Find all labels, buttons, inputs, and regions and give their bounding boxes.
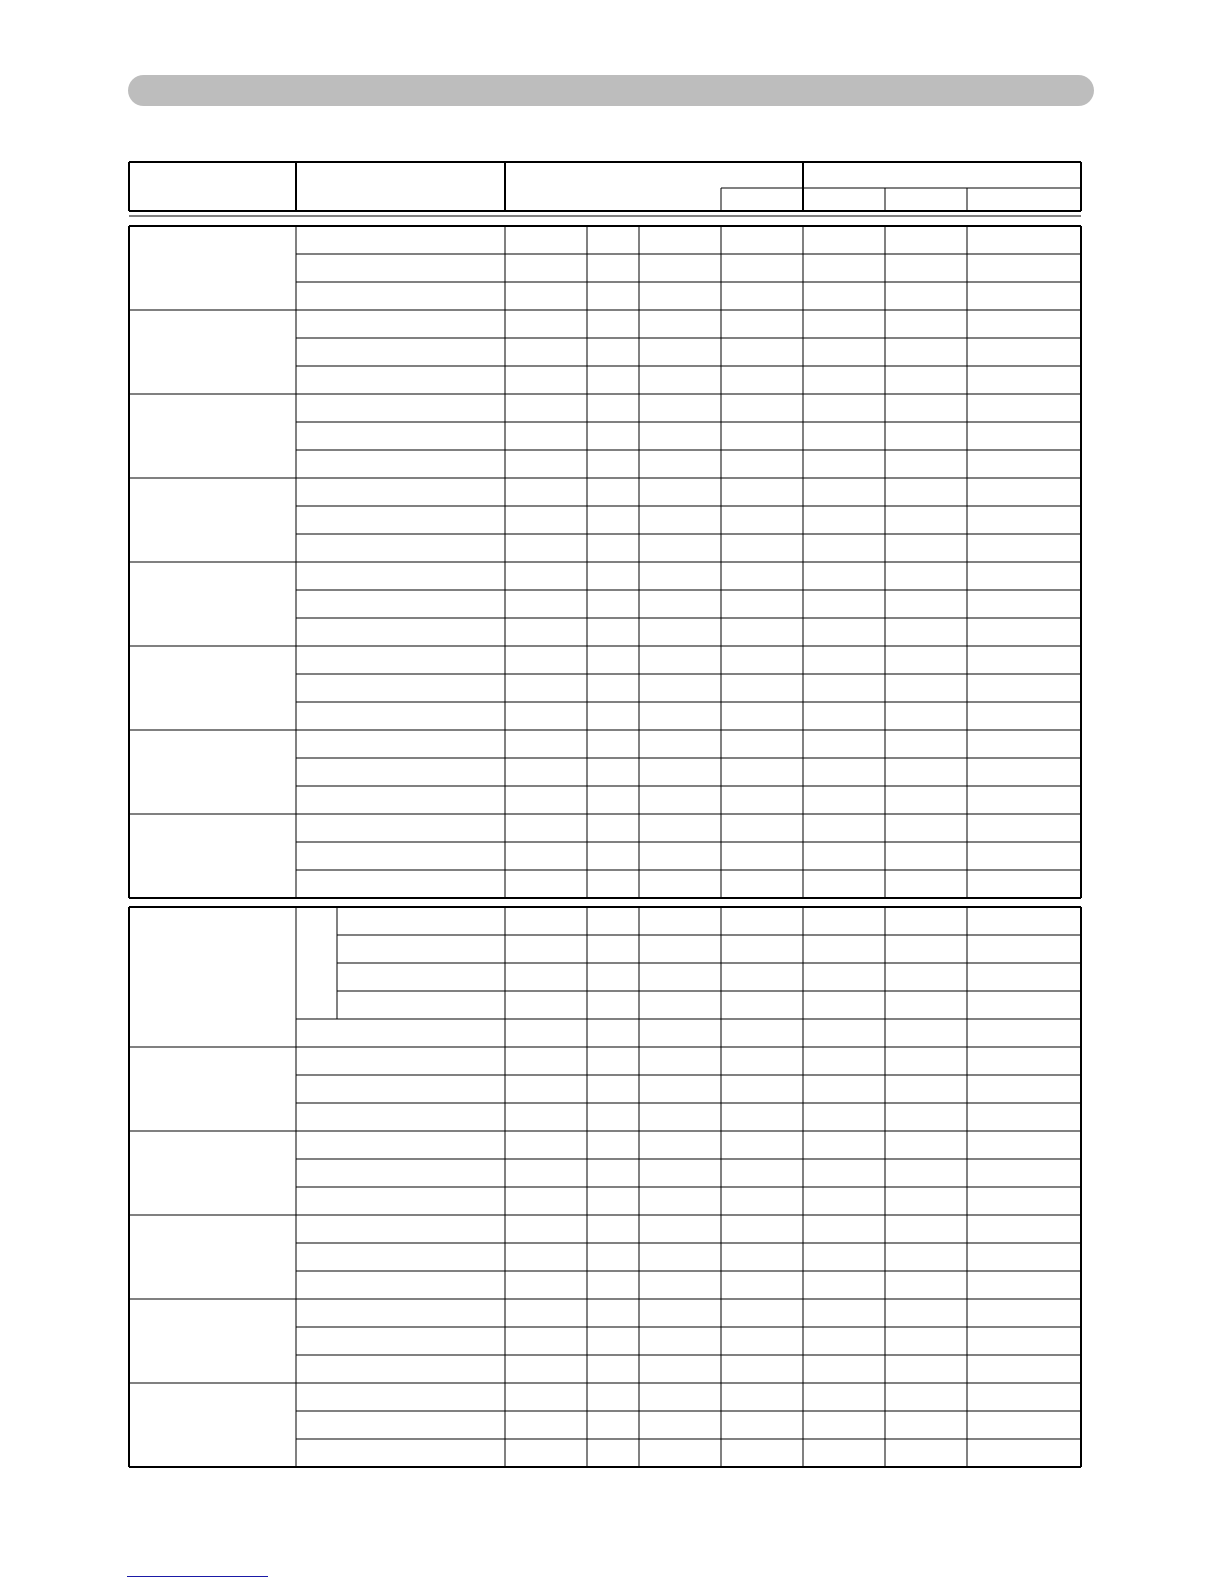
- section-header-bar: [128, 75, 1094, 106]
- footer-link-underline[interactable]: [127, 1576, 268, 1577]
- specification-table: [129, 162, 1081, 1467]
